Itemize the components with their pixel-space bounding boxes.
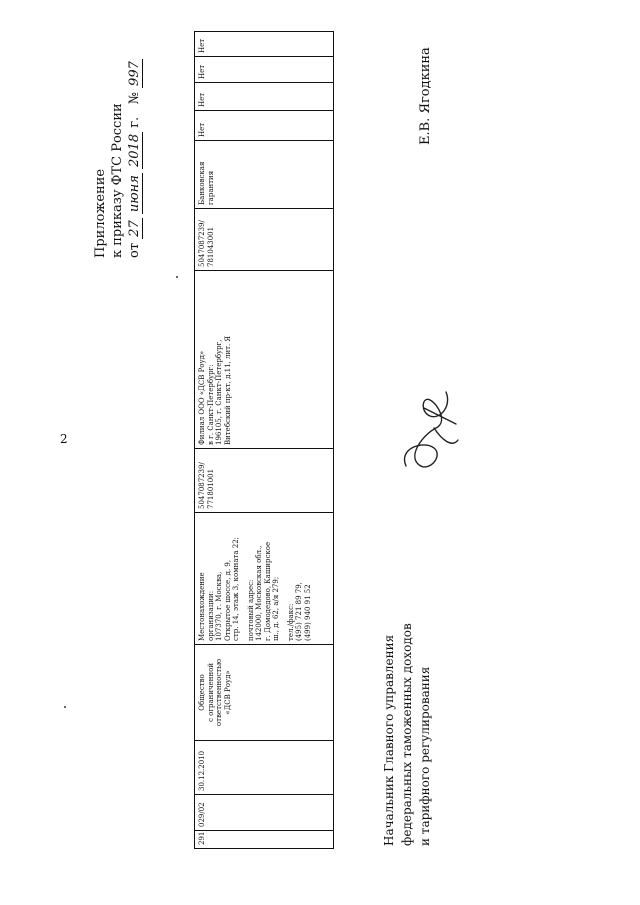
cell-text: Общество xyxy=(198,674,206,711)
cell-text: 5047087239/ xyxy=(198,220,206,267)
cell-index xyxy=(195,830,333,848)
cell-text: (499) 940 91 52 xyxy=(303,584,312,641)
heading-date-year: 2018 xyxy=(127,133,142,167)
cell-text: Местонахождение xyxy=(198,572,206,641)
cell-text: Банковская xyxy=(198,161,206,205)
heading-date-month: июня xyxy=(127,175,142,213)
cell-flag-3 xyxy=(195,56,333,82)
cell-inn-kpp-main xyxy=(195,448,333,512)
cell-text: 781043001 xyxy=(206,226,215,267)
cell-code xyxy=(195,794,333,830)
cell-address xyxy=(195,512,333,644)
cell-text: 291 xyxy=(198,831,206,845)
heading-year-suffix: г. xyxy=(127,116,142,128)
chief-title-line: федеральных таможенных доходов xyxy=(400,623,414,846)
chief-title-line: Начальник Главного управления xyxy=(382,634,396,846)
scan-speck xyxy=(64,706,66,708)
cell-branch xyxy=(195,270,333,448)
cell-text: Нет xyxy=(198,38,206,53)
registry-table xyxy=(194,31,334,849)
heading-line-2: к приказу ФТС России xyxy=(110,103,125,258)
cell-text: организации: xyxy=(206,590,215,641)
cell-text: «ДСВ Роуд» xyxy=(223,670,232,715)
cell-text: Витебский пр-кт, д.11, лит. Я xyxy=(223,335,232,445)
cell-text: ш., д. 62, а/я 279; xyxy=(272,576,280,641)
cell-flag-4 xyxy=(195,32,333,56)
cell-text: почтовый адрес: xyxy=(246,579,255,641)
cell-text: Филиал ООО «ДСВ Роуд» xyxy=(198,350,206,445)
handwritten-signature xyxy=(394,378,464,478)
appendix-heading xyxy=(92,59,143,258)
cell-text: г. Домодедово, Каширское xyxy=(263,541,272,641)
cell-text: в г. Санкт-Петербург: xyxy=(206,364,215,445)
cell-text: тел./факс: xyxy=(286,603,295,641)
cell-text: (495) 721 89 79, xyxy=(295,582,303,641)
heading-order-number: 997 xyxy=(127,61,142,86)
scan-speck xyxy=(176,276,178,278)
cell-text: Нет xyxy=(198,64,206,79)
cell-text: Нет xyxy=(198,92,206,107)
cell-text: 029/02 xyxy=(198,802,206,827)
page-number: 2 xyxy=(60,432,68,446)
heading-number-prefix: № xyxy=(127,92,142,105)
cell-organization xyxy=(195,644,333,740)
cell-text: 5047087239/ xyxy=(198,462,206,509)
chief-title-line: и тарифного регулирования xyxy=(418,666,432,846)
cell-flag-2 xyxy=(195,82,333,110)
cell-date xyxy=(195,740,333,794)
cell-inn-kpp-branch xyxy=(195,208,333,270)
cell-text: 196105, г. Санкт-Петербург, xyxy=(215,339,223,445)
cell-text: Нет xyxy=(198,122,206,137)
heading-line-1: Приложение xyxy=(93,168,108,258)
cell-text: с ограниченной xyxy=(206,663,215,722)
cell-flag-1 xyxy=(195,110,333,140)
cell-text: стр. 14, этаж 3, комната 22; xyxy=(232,536,240,641)
cell-text: 142000, Московская обл., xyxy=(255,545,263,641)
cell-text: Открытое шоссе, д. 9, xyxy=(223,559,232,641)
heading-line-3 xyxy=(126,59,143,258)
cell-text: 107370, г. Москва, xyxy=(215,571,223,641)
heading-date-prefix: от xyxy=(127,242,142,258)
heading-date-day: 27 xyxy=(127,220,142,237)
cell-text: гарантия xyxy=(206,170,215,205)
cell-text: ответственностью xyxy=(215,658,223,727)
cell-text: 771801001 xyxy=(206,468,215,509)
chief-title xyxy=(380,623,434,846)
cell-guarantee xyxy=(195,140,333,208)
cell-text: 30.12.2010 xyxy=(198,750,206,791)
signer-name: Е.В. Ягодкина xyxy=(418,47,433,145)
